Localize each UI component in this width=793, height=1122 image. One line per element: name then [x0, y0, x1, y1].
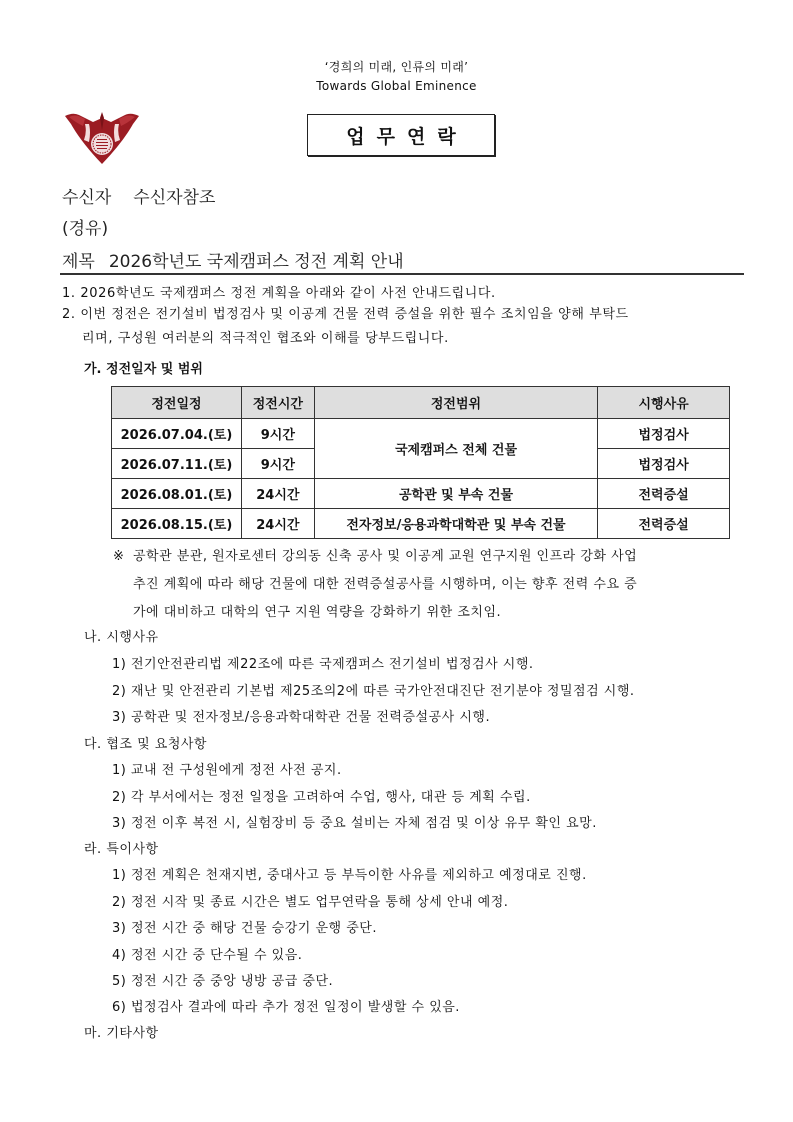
- section-ra-item: 5) 정전 시간 중 중앙 냉방 공급 중단.: [112, 974, 334, 989]
- header-divider: [60, 273, 744, 275]
- section-ra-heading: 라. 특이사항: [84, 842, 159, 857]
- section-na-item: 2) 재난 및 안전관리 기본법 제25조의2에 따른 국가안전대진단 전기분야 정밀점검 시행.: [112, 684, 635, 699]
- header-date: 정전일정: [112, 387, 242, 419]
- cell-reason: 법정검사: [598, 449, 730, 479]
- table-row: [112, 509, 730, 539]
- document-type-title: 업무연락: [307, 114, 495, 156]
- footnote-line-2: 추진 계획에 따라 해당 건물에 대한 전력증설공사를 시행하며, 이는 향후 전력 수요 증: [133, 577, 638, 592]
- section-ra-item: 3) 정전 시간 중 해당 건물 승강기 운행 중단.: [112, 921, 377, 936]
- cell-date: 2026.07.04.(토): [112, 419, 242, 449]
- recipient-value: 수신자참조: [133, 188, 216, 208]
- table-row: [112, 419, 730, 449]
- cell-duration: 9시간: [241, 419, 314, 449]
- cell-reason: 전력증설: [598, 509, 730, 539]
- header-scope: 정전범위: [314, 387, 597, 419]
- paragraph-2-line-2: 리며, 구성원 여러분의 적극적인 협조와 이해를 당부드립니다.: [82, 331, 449, 346]
- section-da-item: 2) 각 부서에서는 정전 일정을 고려하여 수업, 행사, 대관 등 계획 수립.: [112, 790, 531, 805]
- section-ra-item: 6) 법정검사 결과에 따라 추가 정전 일정이 발생할 수 있음.: [112, 1000, 460, 1015]
- slogan-english: Towards Global Eminence: [316, 79, 477, 93]
- cell-date: 2026.08.01.(토): [112, 479, 242, 509]
- section-da-item: 1) 교내 전 구성원에게 정전 사전 공지.: [112, 763, 342, 778]
- recipient-line: [62, 183, 215, 208]
- paragraph-1: 1. 2026학년도 국제캠퍼스 정전 계획을 아래와 같이 사전 안내드립니다.: [62, 286, 496, 301]
- recipient-label: 수신자: [62, 188, 112, 208]
- section-da-item: 3) 정전 이후 복전 시, 실험장비 등 중요 설비는 자체 점검 및 이상 유무 확인 요망.: [112, 816, 597, 831]
- cell-scope: 공학관 및 부속 건물: [314, 479, 597, 509]
- table-footnote: [113, 543, 743, 627]
- cell-duration: 24시간: [241, 479, 314, 509]
- cell-reason: 전력증설: [598, 479, 730, 509]
- header-reason: 시행사유: [598, 387, 730, 419]
- footnote-line-3: 가에 대비하고 대학의 연구 지원 역량을 강화하기 위한 조치임.: [133, 605, 502, 620]
- section-ma-heading: 마. 기타사항: [84, 1026, 159, 1041]
- section-na-item: 1) 전기안전관리법 제22조에 따른 국제캠퍼스 전기설비 법정검사 시행.: [112, 657, 534, 672]
- section-ra-item: 4) 정전 시간 중 단수될 수 있음.: [112, 948, 303, 963]
- section-ra-item: 1) 정전 계획은 천재지변, 중대사고 등 부득이한 사유를 제외하고 예정대로 진행.: [112, 868, 587, 883]
- section-ga-heading: 가. 정전일자 및 범위: [84, 362, 203, 377]
- subject-line: [62, 247, 404, 272]
- subject-label: 제목: [62, 252, 95, 272]
- paragraph-2: [62, 303, 742, 351]
- university-emblem-logo: [63, 108, 141, 166]
- cell-scope: 국제캠퍼스 전체 건물: [314, 419, 597, 479]
- outage-schedule-table: [111, 386, 730, 539]
- cell-duration: 9시간: [241, 449, 314, 479]
- table-row: [112, 479, 730, 509]
- paragraph-2-line-1: 2. 이번 정전은 전기설비 법정검사 및 이공계 건물 전력 증설을 위한 필수 조치임을 양해 부탁드: [62, 307, 629, 322]
- header-duration: 정전시간: [241, 387, 314, 419]
- cell-reason: 법정검사: [598, 419, 730, 449]
- section-na-heading: 나. 시행사유: [84, 630, 159, 645]
- section-da-heading: 다. 협조 및 요청사항: [84, 737, 207, 752]
- cell-date: 2026.08.15.(토): [112, 509, 242, 539]
- reference-mark-icon: ※: [113, 549, 125, 564]
- cell-duration: 24시간: [241, 509, 314, 539]
- section-ra-item: 2) 정전 시작 및 종료 시간은 별도 업무연락을 통해 상세 안내 예정.: [112, 895, 509, 910]
- cell-date: 2026.07.11.(토): [112, 449, 242, 479]
- via-line: (경유): [62, 219, 109, 239]
- slogan-korean: ‘경희의 미래, 인류의 미래’: [324, 60, 469, 74]
- table-header-row: [112, 387, 730, 419]
- section-na-item: 3) 공학관 및 전자정보/응용과학대학관 건물 전력증설공사 시행.: [112, 710, 491, 725]
- subject-value: 2026학년도 국제캠퍼스 정전 계획 안내: [108, 252, 404, 272]
- footnote-line-1: 공학관 분관, 원자로센터 강의동 신축 공사 및 이공계 교원 연구지원 인프라 강화 사업: [133, 549, 638, 564]
- cell-scope: 전자정보/응용과학대학관 및 부속 건물: [314, 509, 597, 539]
